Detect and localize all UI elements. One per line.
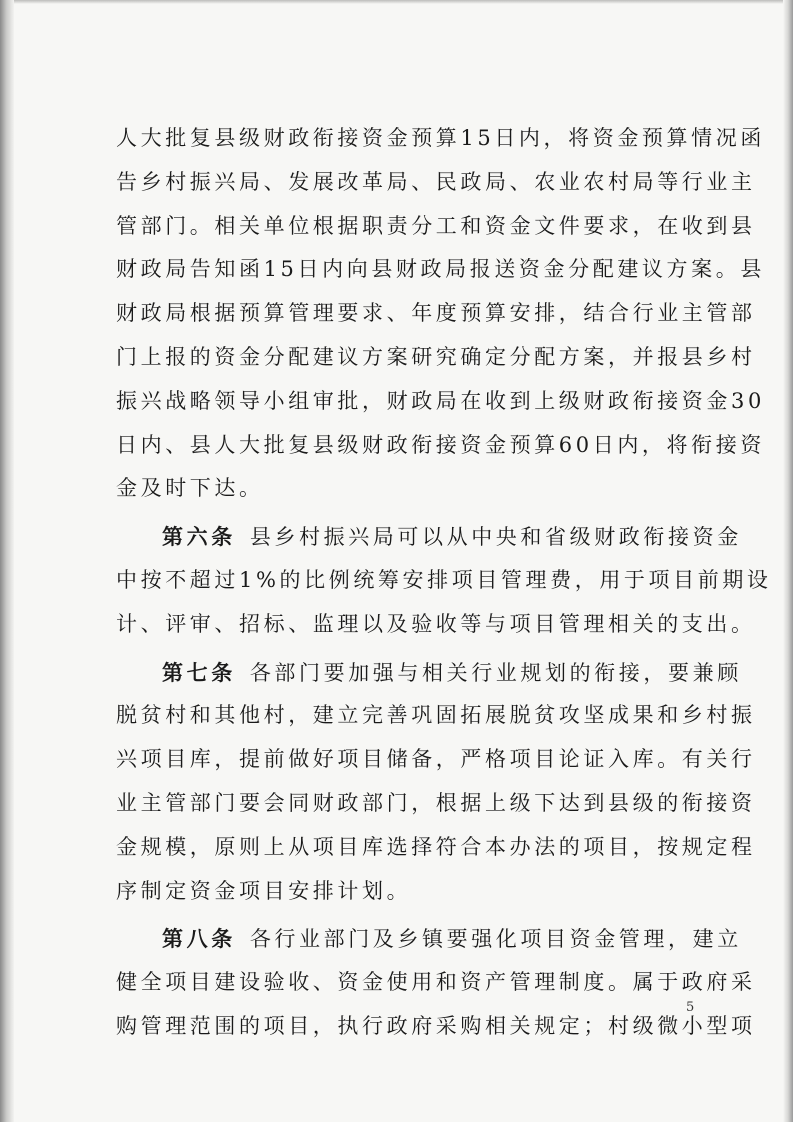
text-line: 门上报的资金分配建议方案研究确定分配方案，并报县乡村 (116, 344, 756, 369)
article-first-line (116, 651, 742, 695)
article-6 (116, 515, 772, 646)
article-label: 第六条 (162, 524, 236, 550)
text-line: 金规模，原则上从项目库选择符合本办法的项目，按规定程 (116, 834, 756, 859)
article-first-line (116, 917, 742, 961)
text-line: 中按不超过1%的比例统筹安排项目管理费，用于项目前期设 (116, 567, 772, 592)
text-line: 健全项目建设验收、资金使用和资产管理制度。属于政府采 (116, 970, 756, 995)
article-8 (116, 917, 756, 1048)
article-first-line (116, 515, 742, 559)
text-line: 脱贫村和其他村，建立完善巩固拓展脱贫攻坚成果和乡村振 (116, 703, 756, 728)
text-line: 告乡村振兴局、发展改革局、民政局、农业农村局等行业主 (116, 169, 756, 194)
text-line: 业主管部门要会同财政部门，根据上级下达到县级的衔接资 (116, 790, 756, 815)
text-line: 购管理范围的项目，执行政府采购相关规定；村级微小型项 (116, 1013, 756, 1038)
text-fragment: 各部门要加强与相关行业规划的衔接，要兼顾 (249, 660, 742, 685)
article-7 (116, 651, 756, 914)
scan-edge-left (0, 0, 14, 1122)
text-line: 振兴战略领导小组审批，财政局在收到上级财政衔接资金30 (116, 388, 765, 413)
text-line: 人大批复县级财政衔接资金预算15日内，将资金预算情况函 (116, 126, 765, 150)
article-label: 第七条 (162, 659, 236, 685)
text-fragment: 各行业部门及乡镇要强化项目资金管理，建立 (249, 927, 742, 952)
text-line: 日内、县人大批复县级财政衔接资金预算60日内，将衔接资 (116, 432, 765, 457)
text-line: 财政局告知函15日内向县财政局报送资金分配建议方案。县 (116, 257, 765, 282)
text-line: 兴项目库，提前做好项目储备，严格项目论证入库。有关行 (116, 747, 756, 772)
article-label: 第八条 (162, 926, 236, 952)
scan-edge-top (0, 0, 793, 4)
text-line: 金及时下达。 (116, 476, 264, 501)
text-line: 序制定资金项目安排计划。 (116, 878, 412, 903)
page-body (116, 117, 772, 1049)
text-line: 计、评审、招标、监理以及验收等与项目管理相关的支出。 (116, 611, 756, 636)
scan-edge-right (783, 0, 793, 1122)
page-number: 5 (686, 1000, 695, 1015)
text-line: 管部门。相关单位根据职责分工和资金文件要求，在收到县 (116, 213, 756, 238)
text-line: 财政局根据预算管理要求、年度预算安排，结合行业主管部 (116, 301, 756, 326)
text-fragment: 县乡村振兴局可以从中央和省级财政衔接资金 (249, 525, 742, 550)
paragraph-continuation (116, 117, 765, 511)
